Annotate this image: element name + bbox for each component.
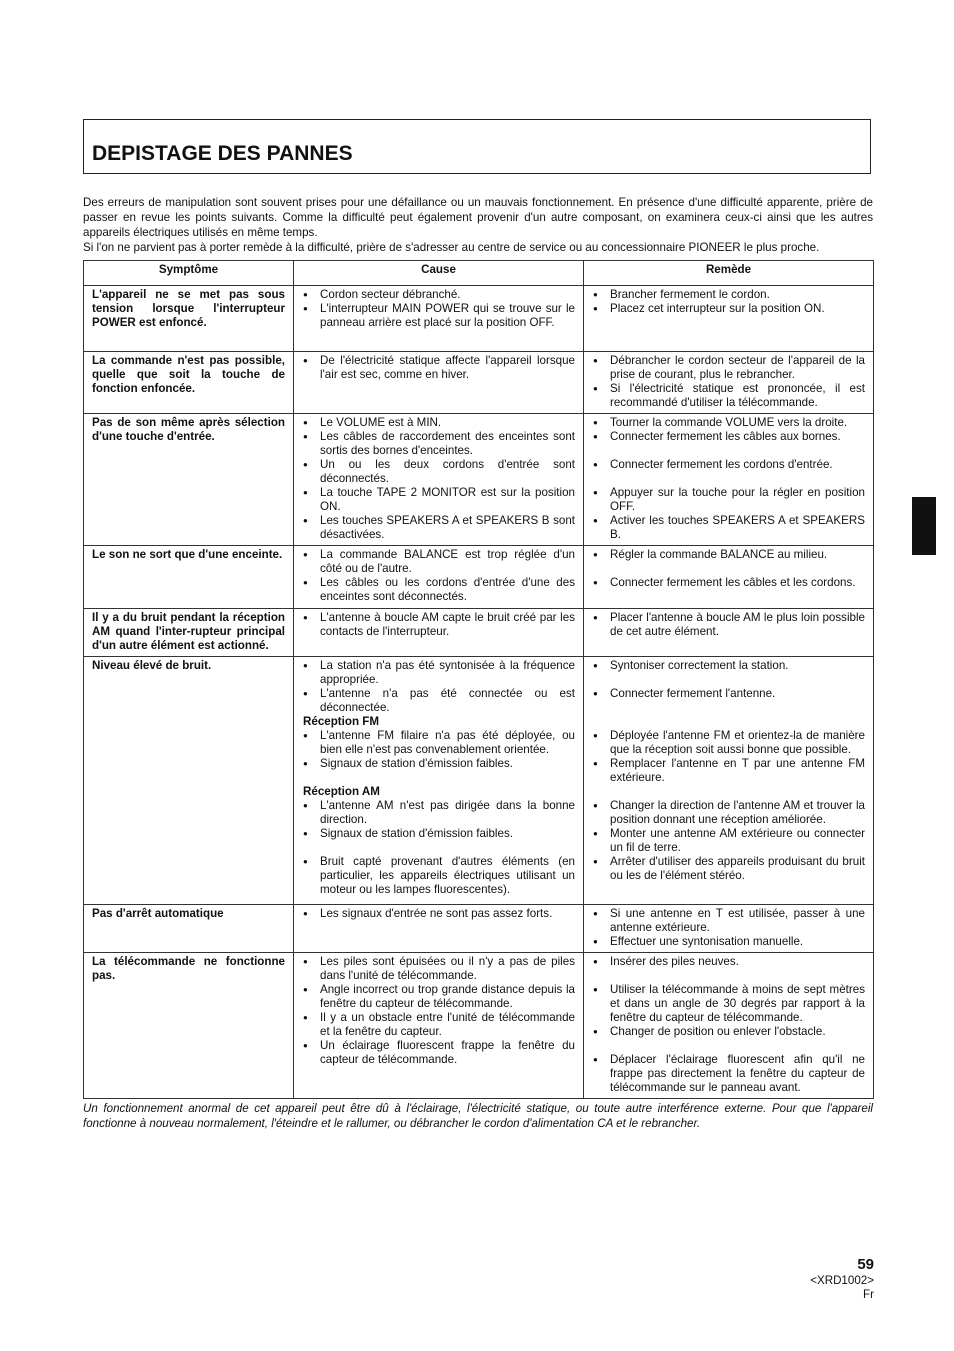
title-box: [83, 119, 871, 174]
page-title: DEPISTAGE DES PANNES: [92, 142, 353, 165]
remedy-cell: [584, 905, 874, 953]
cause-item: ● L'interrupteur MAIN POWER qui se trouve sur le panneau arrière est placé sur la position OFF.: [302, 302, 575, 330]
cause-item: ● Les touches SPEAKERS A et SPEAKERS B sont désactivées.: [302, 514, 575, 542]
cause-item: ● Signaux de station d'émission faibles.: [302, 757, 575, 771]
cause-cell: [294, 546, 584, 609]
symptom-cell: [84, 352, 294, 414]
cause-item: ● La station n'a pas été syntonisée à la fréquence appropriée.: [302, 659, 575, 687]
cause-item: ● Un éclairage fluorescent frappe la fenêtre du capteur de télécommande.: [302, 1039, 575, 1067]
cause-cell: [294, 905, 584, 953]
cause-item: ● Bruit capté provenant d'autres éléments (en particulier, les appareils électriques utilisant un moteur ou les lampes fluorescentes).: [302, 855, 575, 897]
header-symptom: Symptôme: [84, 261, 294, 286]
cause-cell: [294, 352, 584, 414]
remedy-item: ● Connecter fermement les câbles aux bornes.: [592, 430, 865, 444]
language-code: Fr: [863, 1288, 874, 1301]
remedy-cell: [584, 286, 874, 352]
remedy-cell: [584, 414, 874, 546]
table-row: [84, 609, 874, 657]
symptom-text: La commande n'est pas possible, quelle que soit la touche de fonction enfoncée.: [92, 354, 285, 395]
remedy-item: ● Insérer des piles neuves.: [592, 955, 865, 969]
cause-item: ● Le VOLUME est à MIN.: [302, 416, 575, 430]
section-tab-marker: [912, 497, 936, 555]
remedy-item: ● Placer l'antenne à boucle AM le plus loin possible de cet autre élément.: [592, 611, 865, 639]
remedy-cell: [584, 609, 874, 657]
remedy-item: ● Appuyer sur la touche pour la régler en position OFF.: [592, 486, 865, 514]
remedy-item: ● Activer les touches SPEAKERS A et SPEAKERS B.: [592, 514, 865, 542]
cause-item: ● La commande BALANCE est trop réglée d'un côté ou de l'autre.: [302, 548, 575, 576]
symptom-text: L'appareil ne se met pas sous tension lorsque l'interrupteur POWER est enfoncé.: [92, 288, 285, 329]
cause-item: ● L'antenne AM n'est pas dirigée dans la bonne direction.: [302, 799, 575, 827]
table-row: [84, 905, 874, 953]
cause-item: ● Un ou les deux cordons d'entrée sont déconnectés.: [302, 458, 575, 486]
table-row: [84, 414, 874, 546]
table-row: [84, 657, 874, 905]
cause-cell: [294, 609, 584, 657]
page-number: 59: [857, 1256, 874, 1273]
document-code: <XRD1002>: [810, 1274, 874, 1287]
table-header-row: [84, 261, 874, 286]
cause-item: ● L'antenne n'a pas été connectée ou est déconnectée.: [302, 687, 575, 715]
remedy-item: ● Connecter fermement l'antenne.: [592, 687, 865, 701]
symptom-cell: [84, 414, 294, 546]
remedy-item: ● Effectuer une syntonisation manuelle.: [592, 935, 865, 949]
cause-item: ● Les piles sont épuisées ou il n'y a pas de piles dans l'unité de télécommande.: [302, 955, 575, 983]
symptom-text: Il y a du bruit pendant la réception AM quand l'inter-rupteur principal d'un autre élément est actionné.: [92, 611, 285, 652]
cause-cell: [294, 286, 584, 352]
remedy-item: ● Changer de position ou enlever l'obstacle.: [592, 1025, 865, 1039]
remedy-item: ● Régler la commande BALANCE au milieu.: [592, 548, 865, 562]
footnote-text: Un fonctionnement anormal de cet appareil peut être dû à l'éclairage, l'électricité statique, ou toute autre interférence externe. Pour que l'appareil fonctionne à nouveau normalement, l'éteindre et le rallumer, ou débrancher le cordon d'alimentation CA et le rebrancher.: [83, 1102, 873, 1130]
remedy-item: ● Arrêter d'utiliser des appareils produisant du bruit ou les de l'élément stéréo.: [592, 855, 865, 883]
remedy-item: ● Déplacer l'éclairage fluorescent afin qu'il ne frappe pas directement la fenêtre du capteur de télécommande sur le panneau avant.: [592, 1053, 865, 1095]
cause-item: ● L'antenne à boucle AM capte le bruit créé par les contacts de l'interrupteur.: [302, 611, 575, 639]
am-reception-label: Réception AM: [303, 785, 380, 798]
remedy-item: ● Syntoniser correctement la station.: [592, 659, 865, 673]
remedy-item: ● Connecter fermement les cordons d'entrée.: [592, 458, 865, 472]
cause-item: ● Angle incorrect ou trop grande distance depuis la fenêtre du capteur de télécommande.: [302, 983, 575, 1011]
remedy-item: ● Brancher fermement le cordon.: [592, 288, 865, 302]
symptom-text: Le son ne sort que d'une enceinte.: [92, 548, 283, 561]
cause-cell: [294, 657, 584, 905]
symptom-cell: [84, 657, 294, 905]
symptom-cell: [84, 905, 294, 953]
symptom-cell: [84, 609, 294, 657]
table-row: [84, 286, 874, 352]
page-footer: [810, 1256, 874, 1302]
cause-item: ● Les câbles ou les cordons d'entrée d'une des enceintes sont déconnectés.: [302, 576, 575, 604]
symptom-text: Niveau élevé de bruit.: [92, 659, 212, 672]
remedy-item: ● Placez cet interrupteur sur la position ON.: [592, 302, 865, 316]
cause-item: ● Les câbles de raccordement des enceintes sont sortis des bornes d'enceintes.: [302, 430, 575, 458]
remedy-item: ● Déployée l'antenne FM et orientez-la de manière que la réception soit aussi bonne que possible.: [592, 729, 865, 757]
header-cause: Cause: [294, 261, 584, 286]
symptom-cell: [84, 286, 294, 352]
cause-cell: [294, 953, 584, 1099]
fm-reception-label: Réception FM: [303, 715, 380, 728]
remedy-item: ● Si l'électricité statique est prononcée, il est recommandé d'utiliser la télécommande.: [592, 382, 865, 410]
troubleshooting-table: [83, 260, 874, 1099]
remedy-item: ● Remplacer l'antenne en T par une antenne FM extérieure.: [592, 757, 865, 785]
remedy-item: ● Utiliser la télécommande à moins de sept mètres et dans un angle de 30 degrés par rapport à la fenêtre du capteur de télécommande.: [592, 983, 865, 1025]
cause-item: ● Cordon secteur débranché.: [302, 288, 575, 302]
symptom-cell: [84, 953, 294, 1099]
symptom-text: La télécommande ne fonctionne pas.: [92, 955, 285, 982]
cause-item: ● Il y a un obstacle entre l'unité de télécommande et la fenêtre du capteur.: [302, 1011, 575, 1039]
intro-paragraph-2: Si l'on ne parvient pas à porter remède à la difficulté, prière de s'adresser au centre de service ou au concessionnaire PIONEER le plus proche.: [83, 241, 820, 254]
remedy-cell: [584, 546, 874, 609]
symptom-text: Pas d'arrêt automatique: [92, 907, 224, 920]
cause-item: ● L'antenne FM filaire n'a pas été déployée, ou bien elle n'est pas convenablement orientée.: [302, 729, 575, 757]
table-row: [84, 546, 874, 609]
remedy-cell: [584, 657, 874, 905]
symptom-text: Pas de son même après sélection d'une touche d'entrée.: [92, 416, 285, 443]
cause-cell: [294, 414, 584, 546]
cause-item: ● Signaux de station d'émission faibles.: [302, 827, 575, 841]
header-remedy: Remède: [584, 261, 874, 286]
cause-item: ● La touche TAPE 2 MONITOR est sur la position ON.: [302, 486, 575, 514]
remedy-cell: [584, 953, 874, 1099]
remedy-item: ● Changer la direction de l'antenne AM et trouver la position donnant une réception améliorée.: [592, 799, 865, 827]
cause-item: ● Les signaux d'entrée ne sont pas assez forts.: [302, 907, 575, 921]
remedy-item: ● Monter une antenne AM extérieure ou connecter un fil de terre.: [592, 827, 865, 855]
remedy-item: ● Débrancher le cordon secteur de l'appareil de la prise de courant, plus le rebrancher.: [592, 354, 865, 382]
remedy-item: ● Connecter fermement les câbles et les cordons.: [592, 576, 865, 590]
table-row: [84, 953, 874, 1099]
cause-item: ● De l'électricité statique affecte l'appareil lorsque l'air est sec, comme en hiver.: [302, 354, 575, 382]
remedy-item: ● Si une antenne en T est utilisée, passer à une antenne extérieure.: [592, 907, 865, 935]
remedy-item: ● Tourner la commande VOLUME vers la droite.: [592, 416, 865, 430]
symptom-cell: [84, 546, 294, 609]
intro-text: [83, 195, 873, 255]
remedy-cell: [584, 352, 874, 414]
intro-paragraph-1: Des erreurs de manipulation sont souvent prises pour une défaillance ou un mauvais fonctionnement. En présence d'une difficulté apparente, prière de passer en revue les points suivants. Comme la difficulté peut également provenir d'un autre composant, on examinera ceux-ci ainsi que les autres appareils électriques utilisés en même temps.: [83, 196, 873, 239]
table-row: [84, 352, 874, 414]
